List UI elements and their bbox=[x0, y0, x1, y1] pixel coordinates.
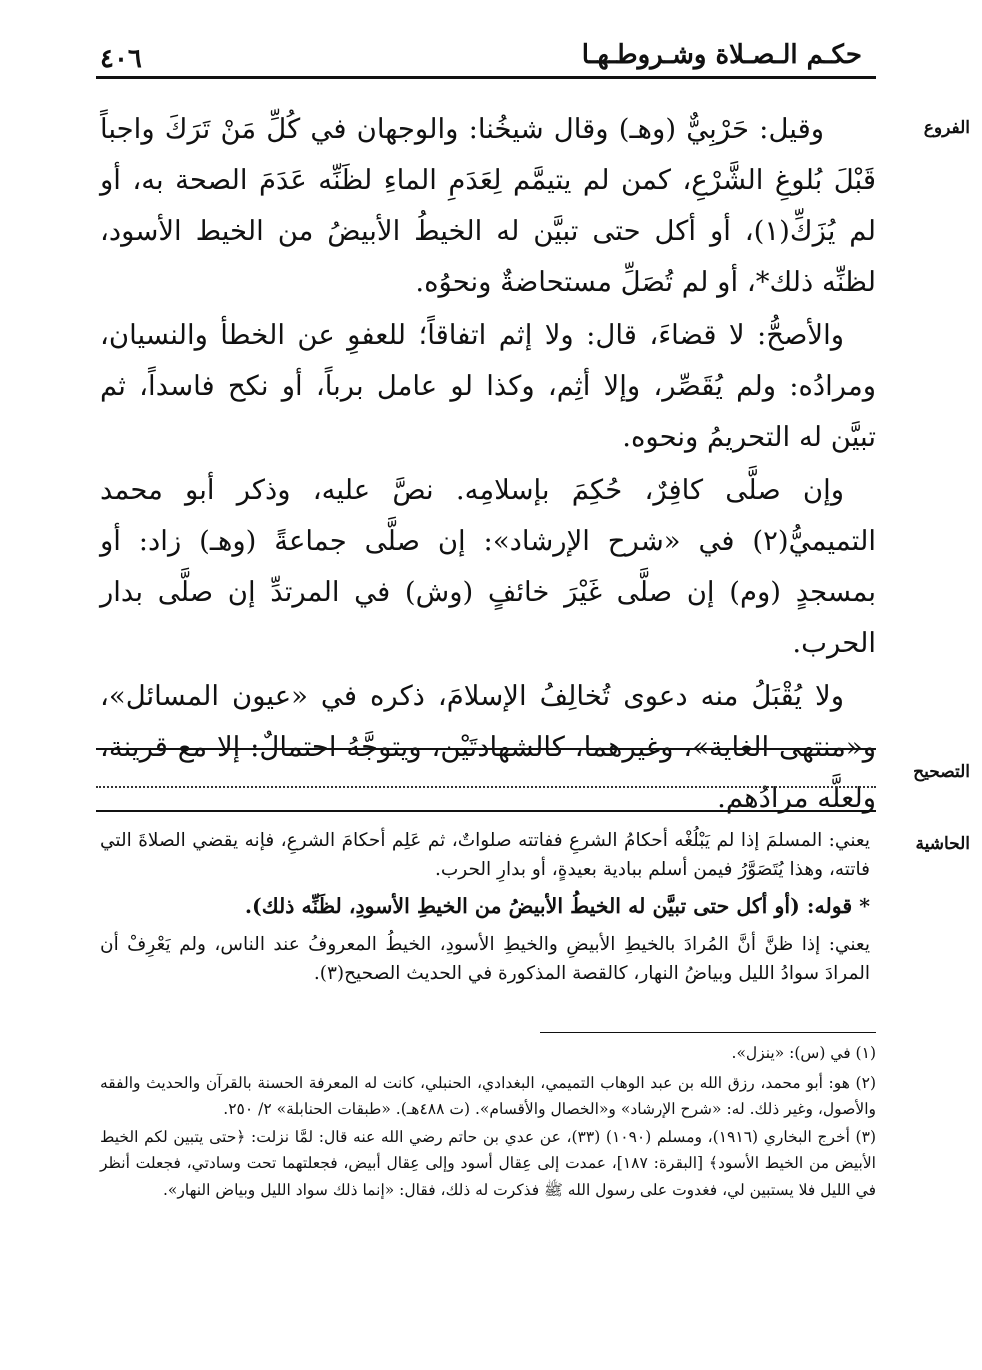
footnote-rule bbox=[540, 1032, 876, 1033]
body-paragraph-3: وإن صلَّى كافِرٌ، حُكِمَ بإسلامِه. نصَّ عليه، وذكر أبو محمد التميميُّ(٢) في «شرح الإرشاد»: إن صلَّى جماعةً (وهـ) زاد: أو بمسجدٍ (وم) إن صلَّى غَيْرَ خائفٍ (وش) في المرتدِّ إن صلَّى بدار الحرب. bbox=[100, 474, 876, 659]
side-label-tashih: التصحيح bbox=[913, 762, 970, 782]
main-text bbox=[100, 104, 876, 826]
body-paragraph-4: ولا يُقْبَلُ منه دعوى تُخالِفُ الإسلامَ، ذكره في «عيون المسائل»، و«منتهى الغاية»، وغيرهما، كالشهادتَيْن، ويتوجَّهُ احتمالٌ: إلا مع قرينة، ولعلَّه مرادُهم. bbox=[100, 680, 876, 814]
hashiya-quote: * قوله: (أو أكل حتى تبيَّن له الخيطُ الأبيضُ من الخيطِ الأسودِ، لظَنِّه ذلك). bbox=[244, 894, 870, 918]
footnote-3: (٣) أخرج البخاري (١٩١٦)، ومسلم (١٠٩٠) (٣٣)، عن عدي بن حاتم رضي الله عنه قال: لمَّا نزلت: ﴿حتى يتبين لكم الخيط الأبيض من الخيط الأسود﴾ [البقرة: ١٨٧]، عمدت إلى عِقال أسود وإلى عِقال أبيض، فجعلتهما تحت وسادتي، فجعلت أنظر في الليل فلا يستبين لي، فغدوت على رسول الله ﷺ فذكرت له ذلك، فقال: «إنما ذلك سواد الليل وبياض النهار». bbox=[100, 1127, 876, 1199]
body-paragraph-1: وقيل: حَرْبِيٌّ (وهـ) وقال شيخُنا: والوجهان في كُلِّ مَنْ تَرَكَ واجباً قَبْلَ بُلوغِ الشَّرْعِ، كمن لم يتيمَّم لِعَدَمِ الماءِ لظَنِّه عَدَمَ الصحة به، أو لم يُزَكِّ(١)، أو أكل حتى تبيَّن له الخيطُ الأبيضُ من الخيط الأسود، لظنِّه ذلك*، أو لم تُصَلِّ مستحاضةٌ ونحوُه. bbox=[100, 113, 876, 298]
header-rule bbox=[96, 76, 876, 79]
tashih-dotted-line bbox=[96, 786, 876, 788]
side-label-hashiya: الحاشية bbox=[915, 834, 970, 854]
footnote-2: (٢) هو: أبو محمد، رزق الله بن عبد الوهاب التميمي، البغدادي، الحنبلي، كانت له المعرفة الحسنة بالقرآن والحديث والفقه والأصول، وغير ذلك. له: «شرح الإرشاد» و«الخصال والأقسام». (ت ٤٨٨هـ). «طبقات الحنابلة» ٢/ ٢٥٠. bbox=[100, 1073, 876, 1118]
page-number: ٤٠٦ bbox=[100, 44, 142, 74]
hashiya-paragraph-1: يعني: المسلمَ إذا لم يَبْلُغْه أحكامُ الشرعِ ففاتته صلواتٌ، ثم عَلِم أحكامَ الشرعِ، فإنه يقضي الصلاةَ التي فاتته، وهذا يُتَصَوَّرُ فيمن أسلم ببادية بعيدةٍ، أو بدارِ الحرب. bbox=[100, 830, 870, 880]
hashiya-top-rule bbox=[96, 810, 876, 812]
footnote-1: (١) في (س): «ينزل». bbox=[731, 1044, 876, 1062]
hashiya-paragraph-2: يعني: إذا ظنَّ أنَّ المُرادَ بالخيطِ الأبيضِ والخيطِ الأسودِ، الخيطُ المعروفُ عند الناس، ولم يَعْرِفْ أن المرادَ سوادُ الليل وبياضُ النهار، كالقصة المذكورة في الحديث الصحيح(٣). bbox=[100, 934, 870, 984]
page-title: حكـم الـصـلاة وشـروطـهـا bbox=[581, 40, 862, 70]
hashiya-text bbox=[100, 826, 870, 988]
footnotes bbox=[100, 1040, 876, 1204]
side-label-furu: الفروع bbox=[923, 118, 970, 138]
body-paragraph-2: والأصحُّ: لا قضاءَ، قال: ولا إثم اتفاقاً؛ للعفوِ عن الخطأ والنسيان، ومرادُه: ولم يُقَصِّر، وإلا أثِم، وكذا لو عامل برباً، أو نكح فاسداً، ثم تبيَّن له التحريمُ ونحوه. bbox=[100, 319, 876, 453]
main-bottom-rule bbox=[96, 748, 876, 750]
